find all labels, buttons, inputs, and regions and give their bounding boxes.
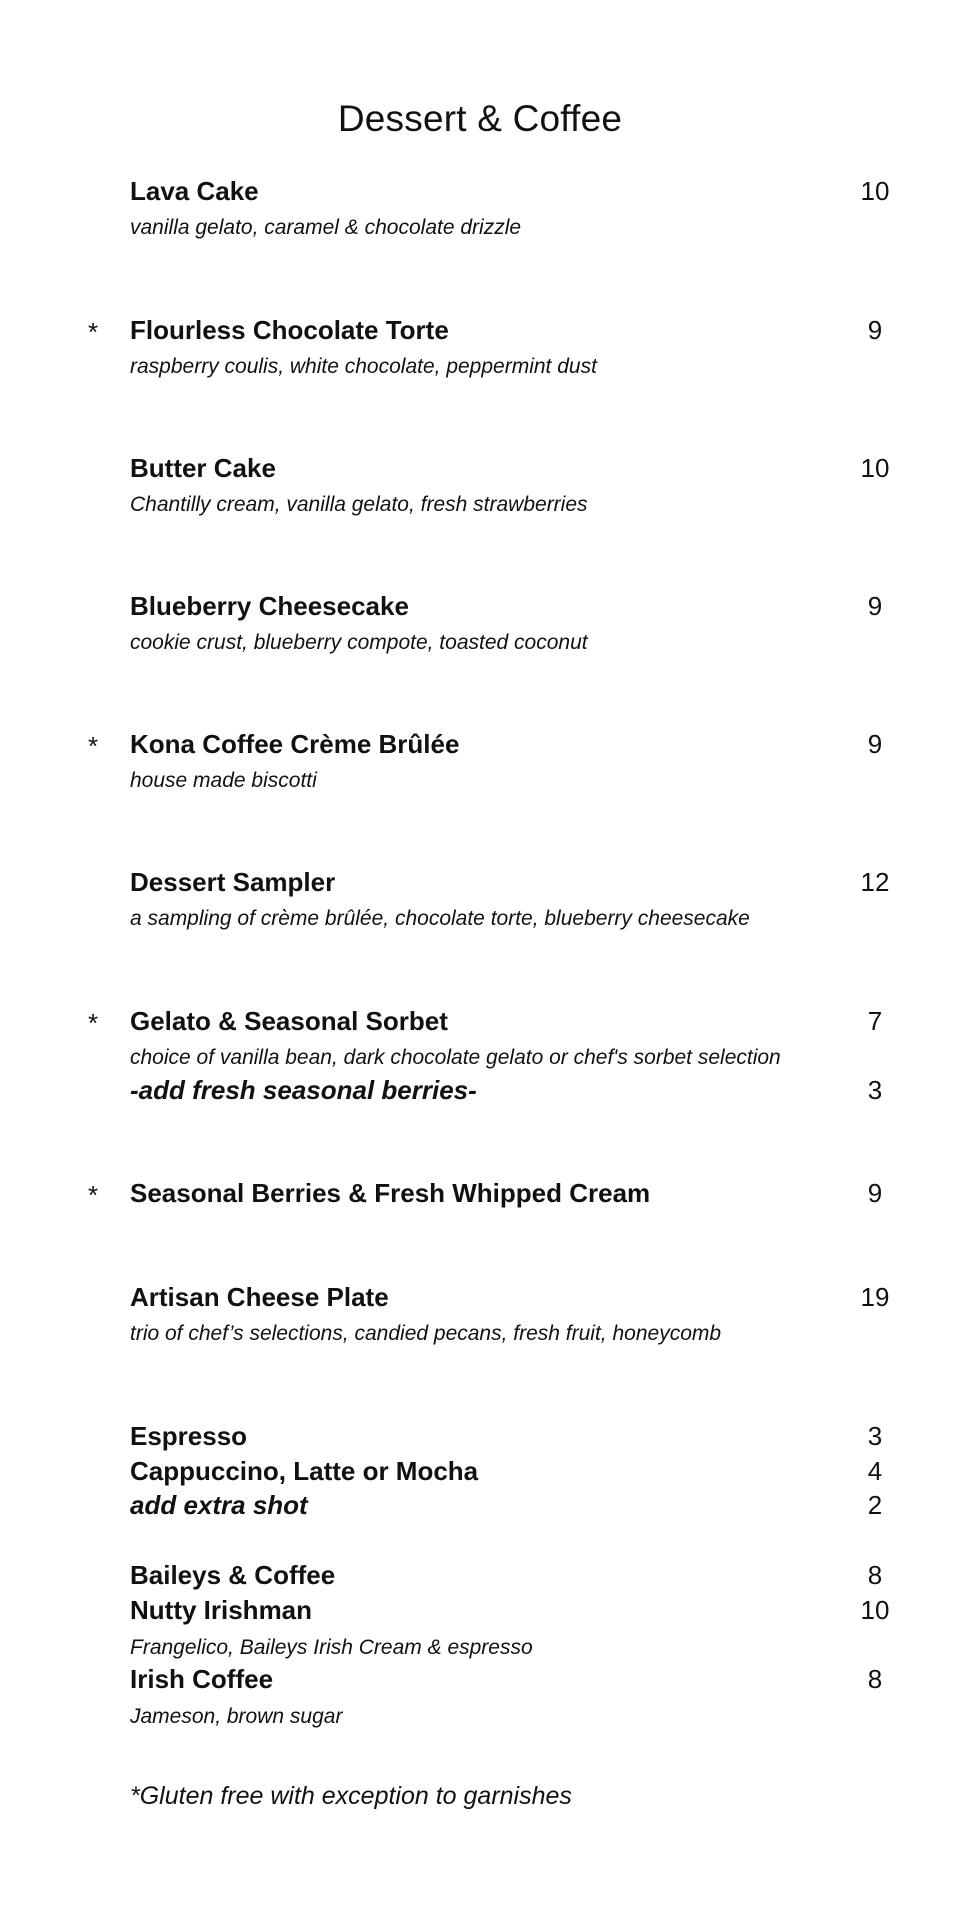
item-description: choice of vanilla bean, dark chocolate gelato or chef's sorbet selection [130, 1046, 781, 1069]
addon-price: 3 [867, 1075, 883, 1105]
menu-item-espresso [0, 1421, 960, 1457]
menu-item-seasonal-berries-whipped-cream [0, 1178, 960, 1214]
item-description: Jameson, brown sugar [130, 1705, 343, 1728]
item-description: cookie crust, blueberry compote, toasted coconut [130, 631, 588, 654]
item-price: 10 [860, 453, 890, 483]
menu-item-cappuccino-latte-mocha [0, 1456, 960, 1492]
gluten-free-marker: * [88, 317, 99, 347]
item-price: 9 [867, 729, 883, 759]
item-description: vanilla gelato, caramel & chocolate drizzle [130, 216, 522, 239]
item-name: Lava Cake [130, 176, 259, 206]
menu-item-kona-coffee-creme-brulee [0, 729, 960, 765]
menu-item-baileys-coffee [0, 1560, 960, 1596]
menu-item-gelato-seasonal-sorbet [0, 1006, 960, 1042]
menu-item-nutty-irishman [0, 1595, 960, 1631]
menu-item-blueberry-cheesecake [0, 591, 960, 627]
item-price: 8 [867, 1560, 883, 1590]
item-price: 10 [860, 1595, 890, 1625]
addon-price: 2 [867, 1490, 883, 1520]
page-title: Dessert & Coffee [337, 98, 623, 139]
item-price: 12 [860, 867, 890, 897]
item-name: Espresso [130, 1421, 248, 1451]
item-price: 9 [867, 315, 883, 345]
gluten-free-footnote: *Gluten free with exception to garnishes [130, 1782, 572, 1810]
item-price: 9 [867, 591, 883, 621]
item-name: Gelato & Seasonal Sorbet [130, 1006, 448, 1036]
item-price: 8 [867, 1664, 883, 1694]
menu-item-lava-cake [0, 176, 960, 212]
menu-addon-extra-shot [0, 1490, 960, 1526]
item-name: Flourless Chocolate Torte [130, 315, 449, 345]
item-description: Chantilly cream, vanilla gelato, fresh strawberries [130, 493, 588, 516]
menu-item-flourless-chocolate-torte [0, 315, 960, 351]
menu-item-butter-cake [0, 453, 960, 489]
item-description: a sampling of crème brûlée, chocolate torte, blueberry cheesecake [130, 907, 750, 930]
gluten-free-marker: * [88, 1180, 99, 1210]
item-price: 10 [860, 176, 890, 206]
gluten-free-marker: * [88, 1008, 99, 1038]
item-price: 7 [867, 1006, 883, 1036]
menu-addon-seasonal-berries [0, 1075, 960, 1111]
item-name: Dessert Sampler [130, 867, 336, 897]
menu-item-irish-coffee [0, 1664, 960, 1700]
item-name: Nutty Irishman [130, 1595, 313, 1625]
addon-name: -add fresh seasonal berries- [130, 1075, 477, 1105]
item-price: 4 [867, 1456, 883, 1486]
item-name: Kona Coffee Crème Brûlée [130, 729, 460, 759]
menu-item-dessert-sampler [0, 867, 960, 903]
item-name: Butter Cake [130, 453, 276, 483]
item-price: 19 [860, 1282, 890, 1312]
addon-name: add extra shot [130, 1490, 308, 1520]
item-name: Artisan Cheese Plate [130, 1282, 389, 1312]
item-description: raspberry coulis, white chocolate, peppermint dust [130, 355, 597, 378]
menu-item-artisan-cheese-plate [0, 1282, 960, 1318]
item-price: 9 [867, 1178, 883, 1208]
item-price: 3 [867, 1421, 883, 1451]
item-name: Cappuccino, Latte or Mocha [130, 1456, 479, 1486]
item-name: Blueberry Cheesecake [130, 591, 409, 621]
item-description: Frangelico, Baileys Irish Cream & espresso [130, 1636, 533, 1659]
item-name: Seasonal Berries & Fresh Whipped Cream [130, 1178, 651, 1208]
item-description: house made biscotti [130, 769, 317, 792]
item-name: Baileys & Coffee [130, 1560, 336, 1590]
item-name: Irish Coffee [130, 1664, 274, 1694]
gluten-free-marker: * [88, 731, 99, 761]
item-description: trio of chef’s selections, candied pecans, fresh fruit, honeycomb [130, 1322, 722, 1345]
